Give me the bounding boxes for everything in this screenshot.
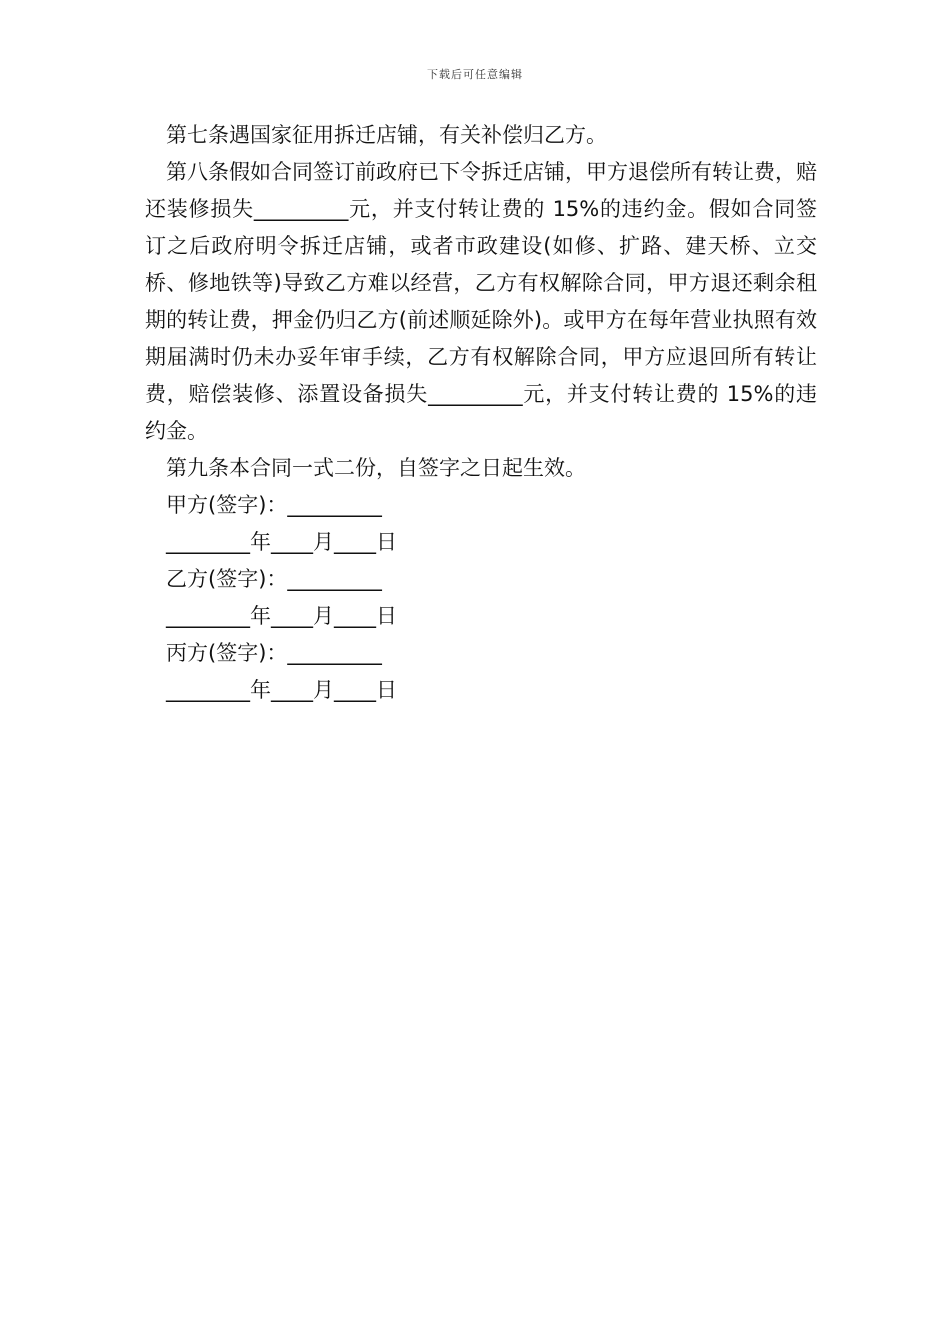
party-b-signature: 乙方(签字)：_________ bbox=[166, 567, 382, 591]
party-c-date: ________年____月____日 bbox=[166, 678, 397, 702]
party-a-date: ________年____月____日 bbox=[166, 530, 397, 554]
party-c-signature: 丙方(签字)：_________ bbox=[166, 641, 382, 665]
article-8: 第八条假如合同签订前政府已下令拆迁店铺，甲方退偿所有转让费，赔还装修损失_________元，并支付转让费的 15%的违约金。假如合同签订之后政府明令拆迁店铺，或者市政建设(如修、扩路、建天桥、立交桥、修地铁等)导致乙方难以经营，乙方有权解除合同，甲方退还剩余租期的转让费，押金仍归乙方(前述顺延除外)。或甲方在每年营业执照有效期届满时仍未办妥年审手续，乙方有权解除合同，甲方应退回所有转让费，赔偿装修、添置设备损失_________元，并支付转让费的 15%的违约金。 bbox=[145, 160, 817, 443]
article-7: 第七条遇国家征用拆迁店铺，有关补偿归乙方。 bbox=[166, 123, 607, 147]
page-header: 下载后可任意编辑 bbox=[427, 68, 523, 81]
party-a-signature: 甲方(签字)：_________ bbox=[166, 493, 382, 517]
contract-body bbox=[145, 117, 817, 709]
article-9: 第九条本合同一式二份，自签字之日起生效。 bbox=[166, 456, 586, 480]
signature-block bbox=[145, 487, 817, 709]
party-b-date: ________年____月____日 bbox=[166, 604, 397, 628]
